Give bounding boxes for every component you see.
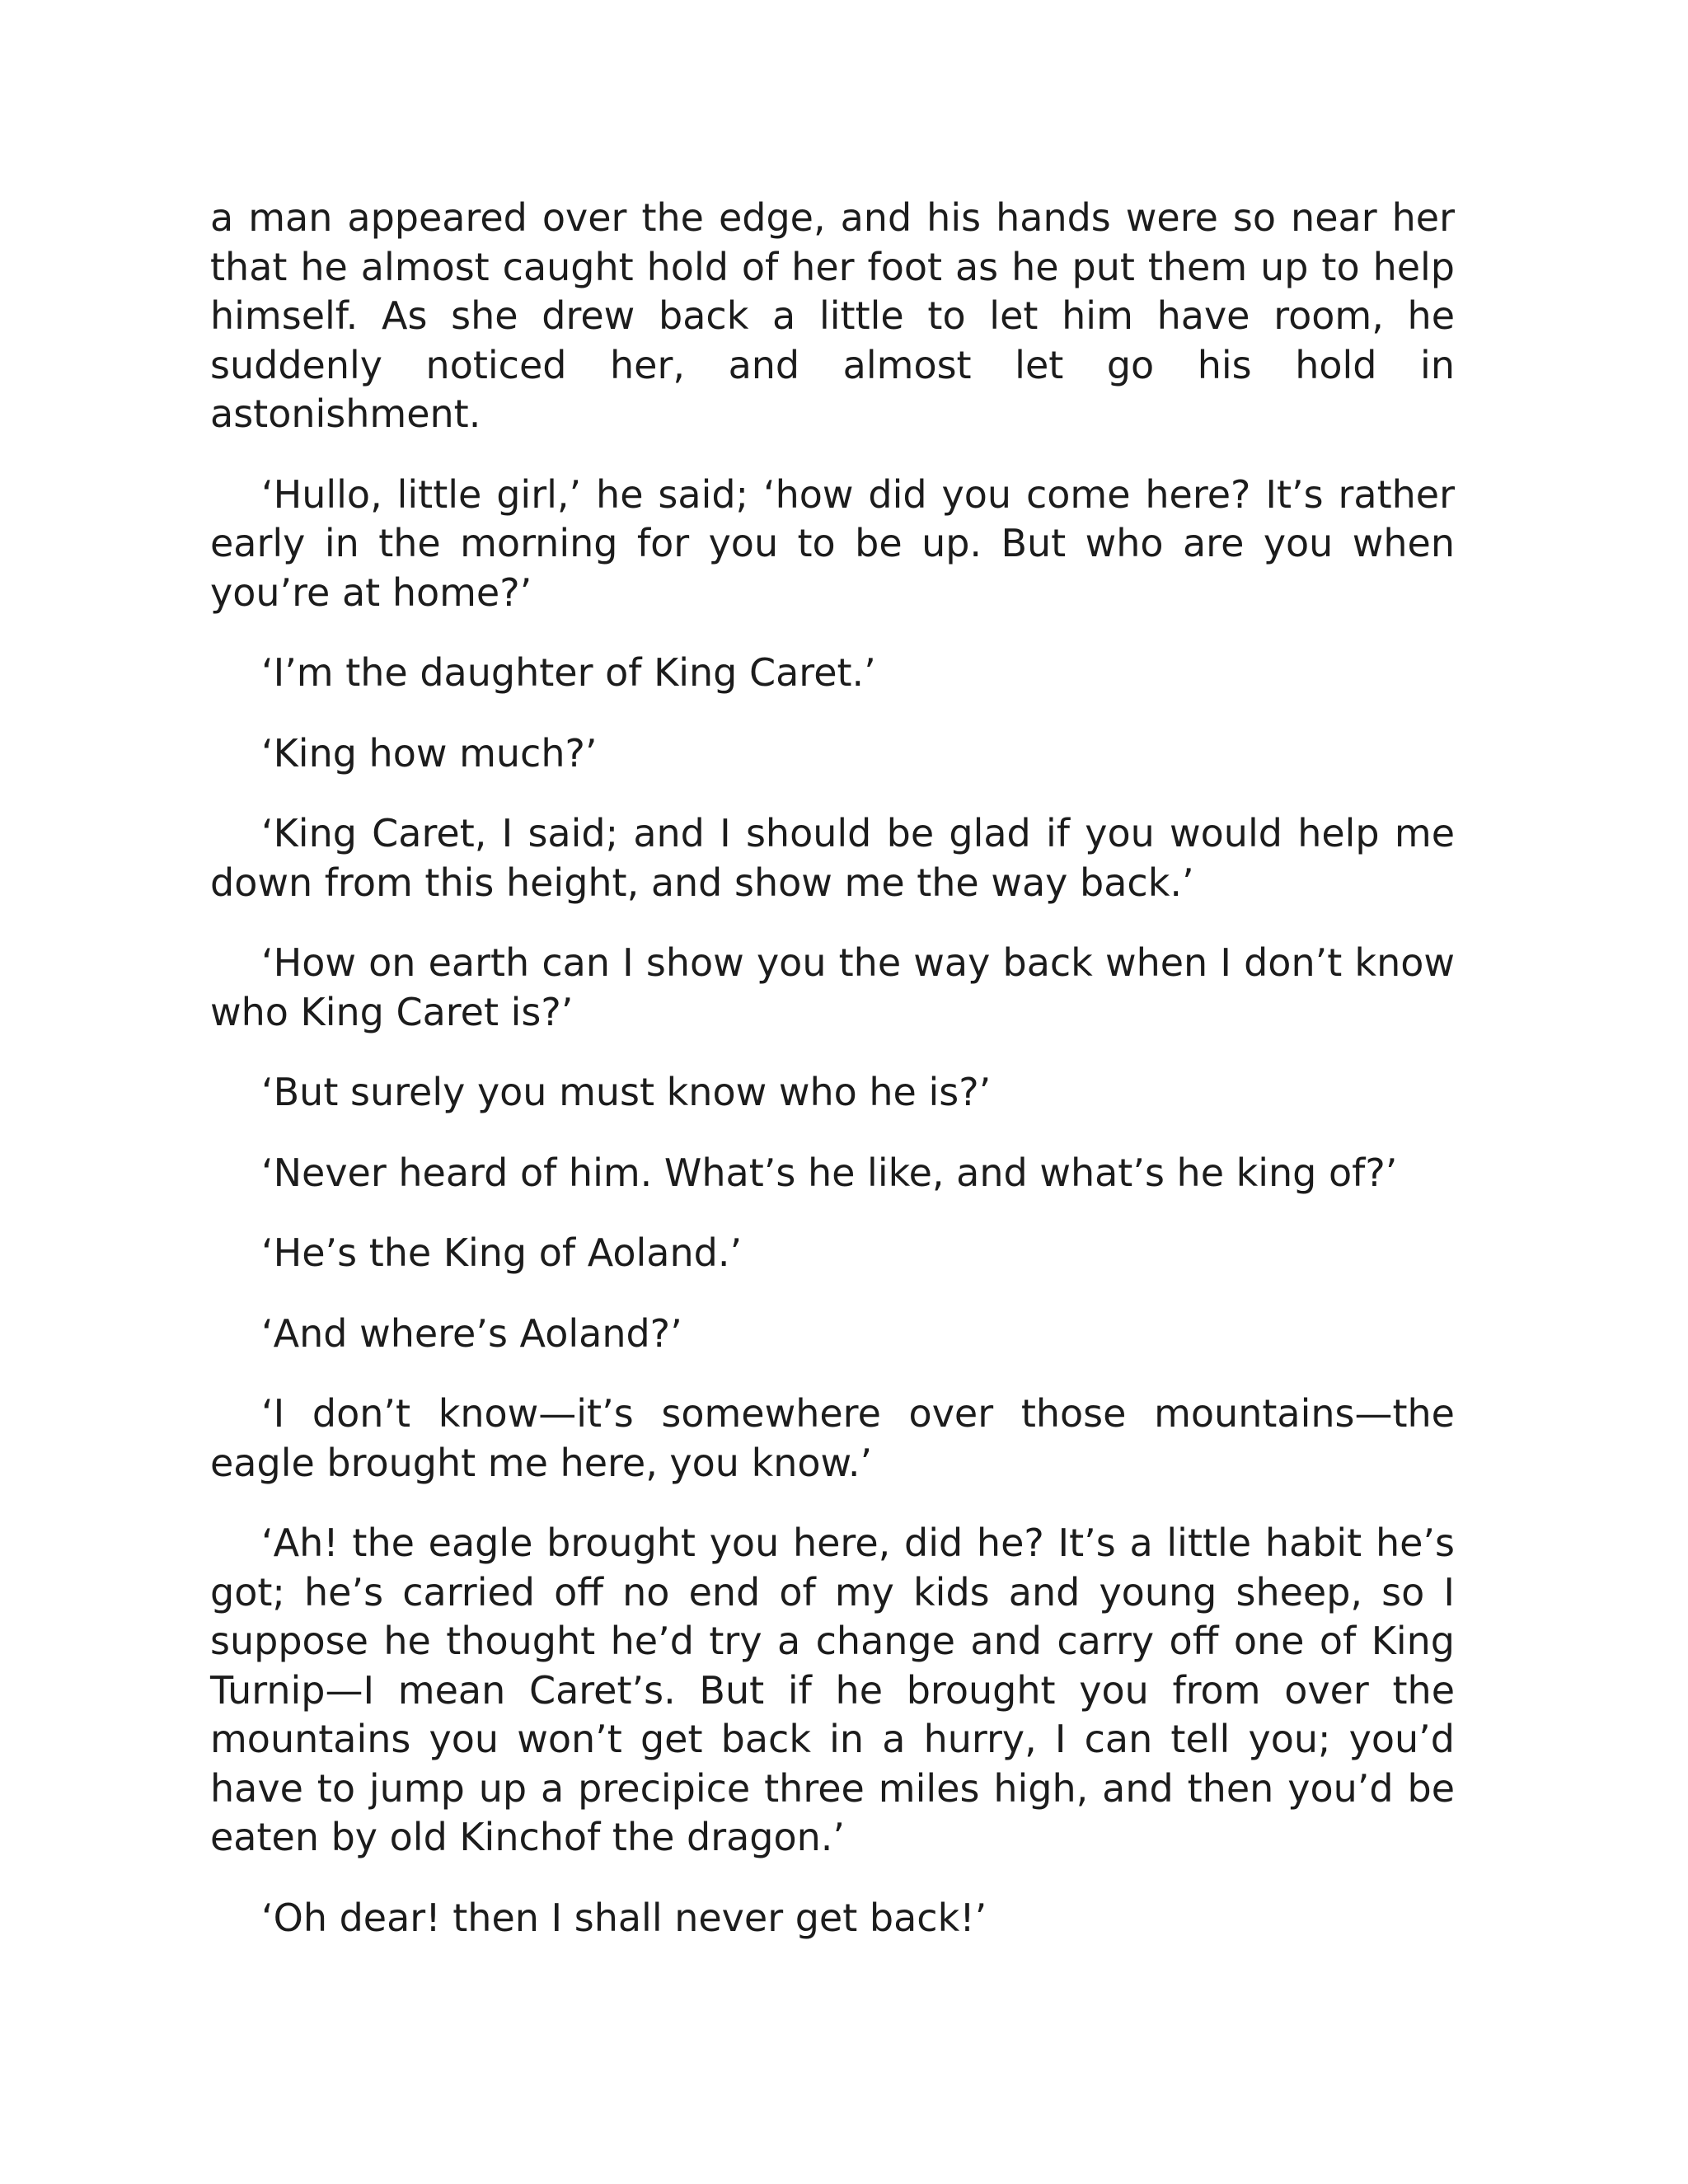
paragraph-7: ‘But surely you must know who he is?’ (261, 1070, 992, 1114)
paragraph-12: ‘Ah! the eagle brought you here, did he? It’s a little habit he’s got; he’s carried off no end of my kids and young sheep, so I suppose he thought he’d try a change and carry off one of King Turnip—I mean Caret’s. But if he brought you from over the mountains you won’t get back in a hurry, I can tell you; you’d have to jump up a precipice three miles high, and then you’d be eaten by old Kinchof the dragon.’ (210, 1521, 1455, 1859)
paragraph-9: ‘He’s the King of Aoland.’ (261, 1230, 743, 1275)
paragraph-5: ‘King Caret, I said; and I should be glad if you would help me down from this height, and show me the way back.’ (210, 811, 1455, 905)
paragraph-4: ‘King how much?’ (261, 730, 598, 776)
paragraph-10: ‘And where’s Aoland?’ (261, 1310, 682, 1356)
paragraph-1: a man appeared over the edge, and his hands were so near her that he almost caught hold of her foot as he put them up to help himself. As she drew back a little to let him have room, he suddenly noticed her, and almost let go his hold in astonishment. (210, 195, 1455, 436)
paragraph-11: ‘I don’t know—it’s somewhere over those mountains—the eagle brought me here, you know.’ (210, 1391, 1455, 1485)
page-body (210, 194, 1455, 1974)
paragraph-3: ‘I’m the daughter of King Caret.’ (261, 650, 876, 695)
paragraph-6: ‘How on earth can I show you the way back when I don’t know who King Caret is?’ (210, 940, 1455, 1034)
paragraph-13: ‘Oh dear! then I shall never get back!’ (261, 1895, 987, 1940)
paragraph-2: ‘Hullo, little girl,’ he said; ‘how did you come here? It’s rather early in the morning for you to be up. But who are you when you’re at home?’ (210, 471, 1455, 615)
paragraph-8: ‘Never heard of him. What’s he like, and what’s he king of?’ (261, 1150, 1398, 1195)
